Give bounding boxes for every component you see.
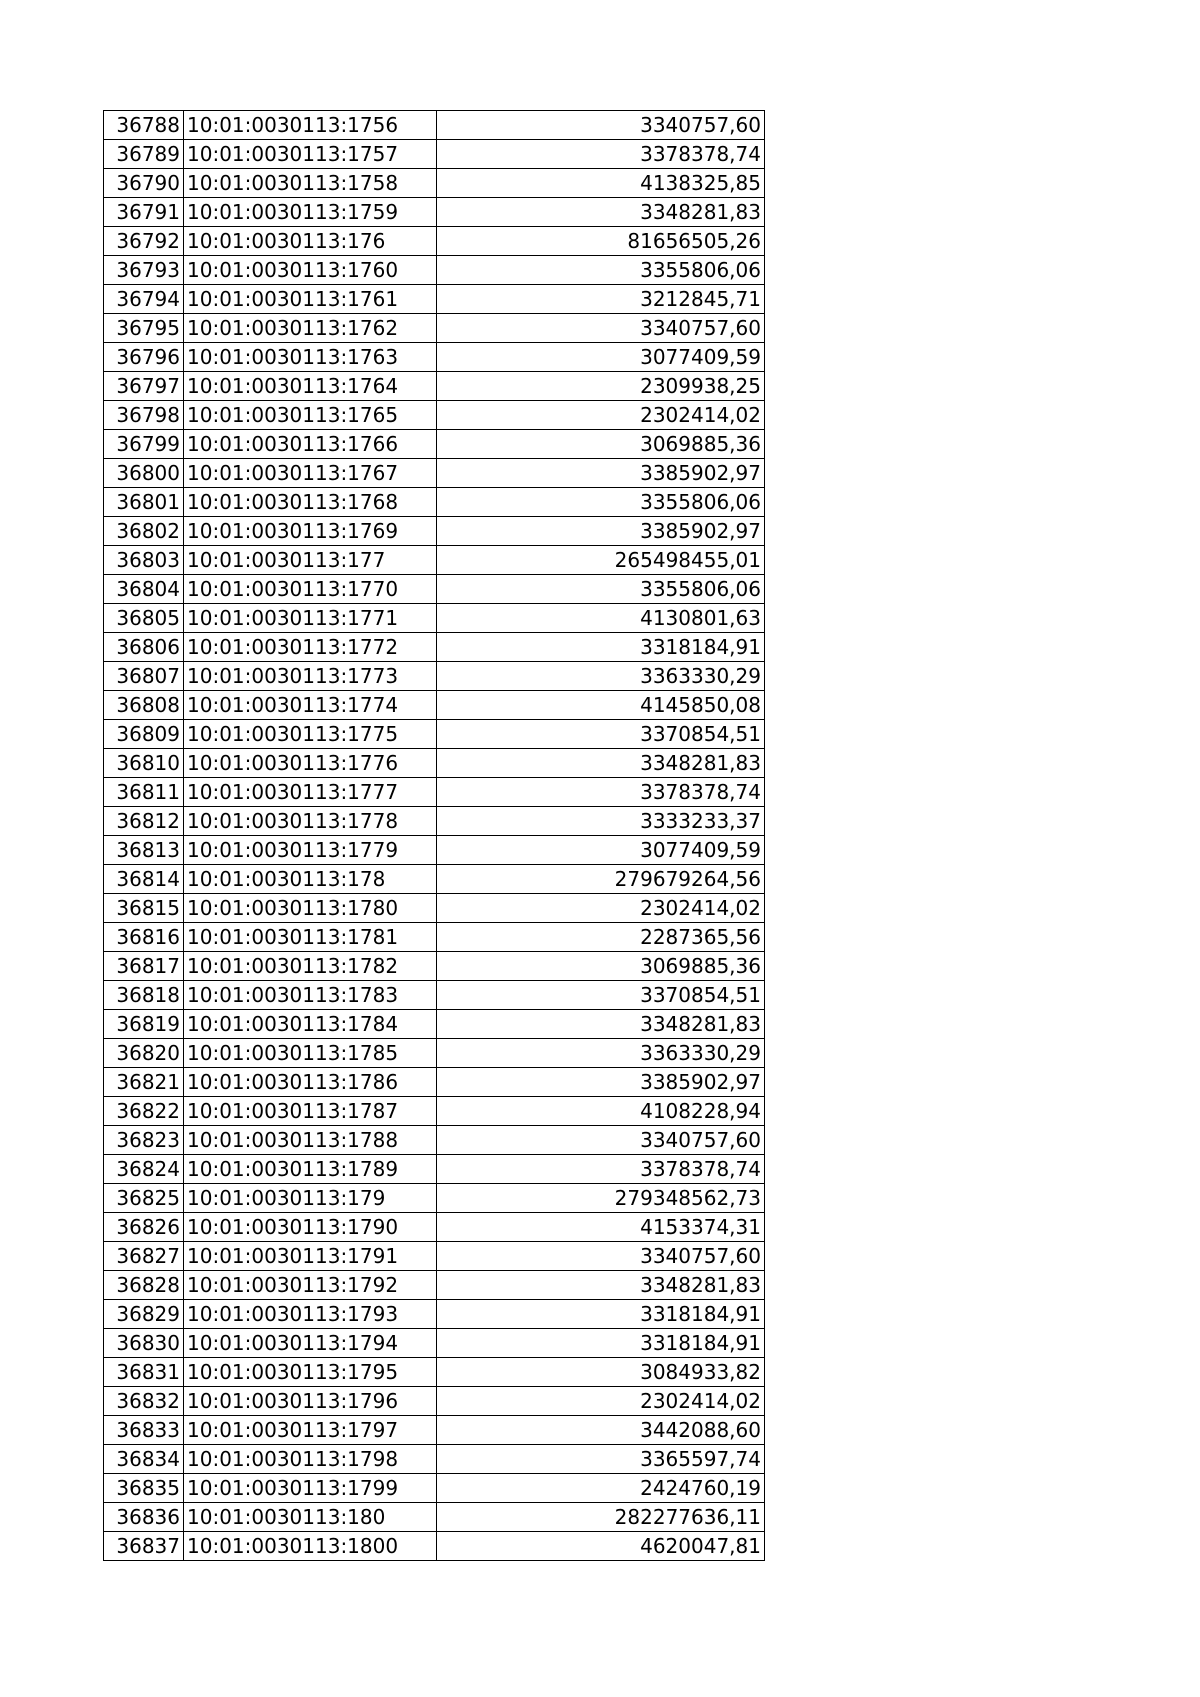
- row-number-cell: 36789: [104, 140, 184, 169]
- cadastral-number-cell: 10:01:0030113:1767: [184, 459, 437, 488]
- row-number-cell: 36818: [104, 981, 184, 1010]
- value-cell: 3340757,60: [437, 1242, 765, 1271]
- table-row: [104, 1155, 765, 1184]
- value-cell: 2302414,02: [437, 401, 765, 430]
- row-number-cell: 36810: [104, 749, 184, 778]
- cadastral-number-cell: 10:01:0030113:1778: [184, 807, 437, 836]
- row-number-cell: 36816: [104, 923, 184, 952]
- table-row: [104, 1358, 765, 1387]
- cadastral-number-cell: 10:01:0030113:1790: [184, 1213, 437, 1242]
- table-row: [104, 865, 765, 894]
- value-cell: 3385902,97: [437, 1068, 765, 1097]
- row-number-cell: 36817: [104, 952, 184, 981]
- table-row: [104, 1039, 765, 1068]
- table-row: [104, 952, 765, 981]
- row-number-cell: 36812: [104, 807, 184, 836]
- cadastral-number-cell: 10:01:0030113:1787: [184, 1097, 437, 1126]
- table-row: [104, 691, 765, 720]
- value-cell: 3318184,91: [437, 1329, 765, 1358]
- row-number-cell: 36788: [104, 111, 184, 140]
- value-cell: 3378378,74: [437, 140, 765, 169]
- cadastral-number-cell: 10:01:0030113:1788: [184, 1126, 437, 1155]
- table-row: [104, 633, 765, 662]
- row-number-cell: 36808: [104, 691, 184, 720]
- cadastral-number-cell: 10:01:0030113:1793: [184, 1300, 437, 1329]
- cadastral-number-cell: 10:01:0030113:1776: [184, 749, 437, 778]
- table-row: [104, 604, 765, 633]
- table-row: [104, 401, 765, 430]
- value-cell: 3378378,74: [437, 1155, 765, 1184]
- row-number-cell: 36827: [104, 1242, 184, 1271]
- table-row: [104, 1097, 765, 1126]
- table-row: [104, 1271, 765, 1300]
- row-number-cell: 36811: [104, 778, 184, 807]
- table-row: [104, 662, 765, 691]
- value-cell: 2302414,02: [437, 894, 765, 923]
- table-row: [104, 1184, 765, 1213]
- value-cell: 3318184,91: [437, 1300, 765, 1329]
- table-row: [104, 1532, 765, 1561]
- value-cell: 3069885,36: [437, 430, 765, 459]
- row-number-cell: 36806: [104, 633, 184, 662]
- value-cell: 3212845,71: [437, 285, 765, 314]
- value-cell: 3348281,83: [437, 749, 765, 778]
- row-number-cell: 36802: [104, 517, 184, 546]
- table-row: [104, 285, 765, 314]
- table-row: [104, 1445, 765, 1474]
- table-row: [104, 1474, 765, 1503]
- value-cell: 4108228,94: [437, 1097, 765, 1126]
- table-row: [104, 372, 765, 401]
- table-row: [104, 546, 765, 575]
- cadastral-number-cell: 10:01:0030113:1773: [184, 662, 437, 691]
- table-row: [104, 111, 765, 140]
- cadastral-number-cell: 10:01:0030113:180: [184, 1503, 437, 1532]
- row-number-cell: 36794: [104, 285, 184, 314]
- cadastral-number-cell: 10:01:0030113:1758: [184, 169, 437, 198]
- table-row: [104, 343, 765, 372]
- table-row: [104, 1068, 765, 1097]
- cadastral-number-cell: 10:01:0030113:1769: [184, 517, 437, 546]
- table-row: [104, 1213, 765, 1242]
- value-cell: 3348281,83: [437, 1010, 765, 1039]
- value-cell: 279348562,73: [437, 1184, 765, 1213]
- row-number-cell: 36826: [104, 1213, 184, 1242]
- table-row: [104, 459, 765, 488]
- row-number-cell: 36822: [104, 1097, 184, 1126]
- cadastral-number-cell: 10:01:0030113:1780: [184, 894, 437, 923]
- table-row: [104, 575, 765, 604]
- cadastral-number-cell: 10:01:0030113:1768: [184, 488, 437, 517]
- table-row: [104, 1329, 765, 1358]
- cadastral-number-cell: 10:01:0030113:1774: [184, 691, 437, 720]
- row-number-cell: 36835: [104, 1474, 184, 1503]
- table-body: [104, 111, 765, 1561]
- table-row: [104, 923, 765, 952]
- row-number-cell: 36809: [104, 720, 184, 749]
- table-row: [104, 314, 765, 343]
- value-cell: 3333233,37: [437, 807, 765, 836]
- row-number-cell: 36807: [104, 662, 184, 691]
- cadastral-number-cell: 10:01:0030113:1798: [184, 1445, 437, 1474]
- row-number-cell: 36834: [104, 1445, 184, 1474]
- cadastral-number-cell: 10:01:0030113:1781: [184, 923, 437, 952]
- cadastral-number-cell: 10:01:0030113:1783: [184, 981, 437, 1010]
- table-row: [104, 1503, 765, 1532]
- cadastral-number-cell: 10:01:0030113:1794: [184, 1329, 437, 1358]
- row-number-cell: 36836: [104, 1503, 184, 1532]
- cadastral-number-cell: 10:01:0030113:1771: [184, 604, 437, 633]
- value-cell: 3348281,83: [437, 1271, 765, 1300]
- table-row: [104, 778, 765, 807]
- cadastral-number-cell: 10:01:0030113:1796: [184, 1387, 437, 1416]
- cadastral-number-cell: 10:01:0030113:177: [184, 546, 437, 575]
- value-cell: 4153374,31: [437, 1213, 765, 1242]
- cadastral-number-cell: 10:01:0030113:1777: [184, 778, 437, 807]
- cadastral-number-cell: 10:01:0030113:1756: [184, 111, 437, 140]
- cadastral-number-cell: 10:01:0030113:1789: [184, 1155, 437, 1184]
- row-number-cell: 36805: [104, 604, 184, 633]
- row-number-cell: 36821: [104, 1068, 184, 1097]
- value-cell: 3340757,60: [437, 314, 765, 343]
- cadastral-number-cell: 10:01:0030113:1765: [184, 401, 437, 430]
- row-number-cell: 36830: [104, 1329, 184, 1358]
- cadastral-number-cell: 10:01:0030113:1772: [184, 633, 437, 662]
- value-cell: 81656505,26: [437, 227, 765, 256]
- cadastral-number-cell: 10:01:0030113:1760: [184, 256, 437, 285]
- row-number-cell: 36791: [104, 198, 184, 227]
- table-row: [104, 836, 765, 865]
- cadastral-number-cell: 10:01:0030113:1770: [184, 575, 437, 604]
- table-row: [104, 1387, 765, 1416]
- value-cell: 2424760,19: [437, 1474, 765, 1503]
- value-cell: 3363330,29: [437, 662, 765, 691]
- value-cell: 3378378,74: [437, 778, 765, 807]
- value-cell: 282277636,11: [437, 1503, 765, 1532]
- value-cell: 3340757,60: [437, 111, 765, 140]
- value-cell: 3355806,06: [437, 256, 765, 285]
- value-cell: 3340757,60: [437, 1126, 765, 1155]
- value-cell: 2309938,25: [437, 372, 765, 401]
- table-row: [104, 1126, 765, 1155]
- cadastral-number-cell: 10:01:0030113:1757: [184, 140, 437, 169]
- row-number-cell: 36819: [104, 1010, 184, 1039]
- row-number-cell: 36831: [104, 1358, 184, 1387]
- row-number-cell: 36833: [104, 1416, 184, 1445]
- table-row: [104, 227, 765, 256]
- table-row: [104, 894, 765, 923]
- table-row: [104, 749, 765, 778]
- value-cell: 2287365,56: [437, 923, 765, 952]
- row-number-cell: 36813: [104, 836, 184, 865]
- row-number-cell: 36796: [104, 343, 184, 372]
- value-cell: 3355806,06: [437, 575, 765, 604]
- table-row: [104, 981, 765, 1010]
- table-row: [104, 430, 765, 459]
- value-cell: 3365597,74: [437, 1445, 765, 1474]
- table-row: [104, 1010, 765, 1039]
- value-cell: 3077409,59: [437, 836, 765, 865]
- row-number-cell: 36828: [104, 1271, 184, 1300]
- cadastral-value-table: [103, 110, 765, 1561]
- value-cell: 265498455,01: [437, 546, 765, 575]
- row-number-cell: 36793: [104, 256, 184, 285]
- cadastral-number-cell: 10:01:0030113:1764: [184, 372, 437, 401]
- cadastral-number-cell: 10:01:0030113:178: [184, 865, 437, 894]
- value-cell: 4620047,81: [437, 1532, 765, 1561]
- row-number-cell: 36798: [104, 401, 184, 430]
- row-number-cell: 36804: [104, 575, 184, 604]
- cadastral-number-cell: 10:01:0030113:1762: [184, 314, 437, 343]
- value-cell: 3370854,51: [437, 720, 765, 749]
- cadastral-number-cell: 10:01:0030113:176: [184, 227, 437, 256]
- cadastral-number-cell: 10:01:0030113:1785: [184, 1039, 437, 1068]
- row-number-cell: 36797: [104, 372, 184, 401]
- row-number-cell: 36824: [104, 1155, 184, 1184]
- row-number-cell: 36820: [104, 1039, 184, 1068]
- value-cell: 3069885,36: [437, 952, 765, 981]
- value-cell: 3370854,51: [437, 981, 765, 1010]
- row-number-cell: 36825: [104, 1184, 184, 1213]
- value-cell: 4145850,08: [437, 691, 765, 720]
- row-number-cell: 36792: [104, 227, 184, 256]
- cadastral-number-cell: 10:01:0030113:1766: [184, 430, 437, 459]
- table-row: [104, 1300, 765, 1329]
- value-cell: 279679264,56: [437, 865, 765, 894]
- table-row: [104, 1416, 765, 1445]
- cadastral-number-cell: 10:01:0030113:1779: [184, 836, 437, 865]
- row-number-cell: 36815: [104, 894, 184, 923]
- row-number-cell: 36800: [104, 459, 184, 488]
- row-number-cell: 36814: [104, 865, 184, 894]
- cadastral-number-cell: 10:01:0030113:1782: [184, 952, 437, 981]
- cadastral-number-cell: 10:01:0030113:1797: [184, 1416, 437, 1445]
- value-cell: 3077409,59: [437, 343, 765, 372]
- cadastral-number-cell: 10:01:0030113:1761: [184, 285, 437, 314]
- table-row: [104, 198, 765, 227]
- table-row: [104, 169, 765, 198]
- cadastral-number-cell: 10:01:0030113:1791: [184, 1242, 437, 1271]
- cadastral-number-cell: 10:01:0030113:1792: [184, 1271, 437, 1300]
- table-row: [104, 1242, 765, 1271]
- row-number-cell: 36801: [104, 488, 184, 517]
- value-cell: 4130801,63: [437, 604, 765, 633]
- row-number-cell: 36837: [104, 1532, 184, 1561]
- value-cell: 3355806,06: [437, 488, 765, 517]
- value-cell: 3385902,97: [437, 459, 765, 488]
- table-row: [104, 488, 765, 517]
- cadastral-number-cell: 10:01:0030113:1775: [184, 720, 437, 749]
- value-cell: 3084933,82: [437, 1358, 765, 1387]
- value-cell: 4138325,85: [437, 169, 765, 198]
- cadastral-number-cell: 10:01:0030113:1763: [184, 343, 437, 372]
- cadastral-number-cell: 10:01:0030113:1800: [184, 1532, 437, 1561]
- cadastral-number-cell: 10:01:0030113:179: [184, 1184, 437, 1213]
- cadastral-number-cell: 10:01:0030113:1795: [184, 1358, 437, 1387]
- cadastral-number-cell: 10:01:0030113:1786: [184, 1068, 437, 1097]
- table-row: [104, 807, 765, 836]
- cadastral-number-cell: 10:01:0030113:1784: [184, 1010, 437, 1039]
- table-row: [104, 140, 765, 169]
- row-number-cell: 36832: [104, 1387, 184, 1416]
- value-cell: 3385902,97: [437, 517, 765, 546]
- row-number-cell: 36823: [104, 1126, 184, 1155]
- value-cell: 2302414,02: [437, 1387, 765, 1416]
- value-cell: 3318184,91: [437, 633, 765, 662]
- row-number-cell: 36795: [104, 314, 184, 343]
- row-number-cell: 36803: [104, 546, 184, 575]
- row-number-cell: 36829: [104, 1300, 184, 1329]
- cadastral-number-cell: 10:01:0030113:1759: [184, 198, 437, 227]
- table-row: [104, 720, 765, 749]
- value-cell: 3363330,29: [437, 1039, 765, 1068]
- table-row: [104, 256, 765, 285]
- value-cell: 3348281,83: [437, 198, 765, 227]
- cadastral-number-cell: 10:01:0030113:1799: [184, 1474, 437, 1503]
- table-row: [104, 517, 765, 546]
- row-number-cell: 36790: [104, 169, 184, 198]
- value-cell: 3442088,60: [437, 1416, 765, 1445]
- row-number-cell: 36799: [104, 430, 184, 459]
